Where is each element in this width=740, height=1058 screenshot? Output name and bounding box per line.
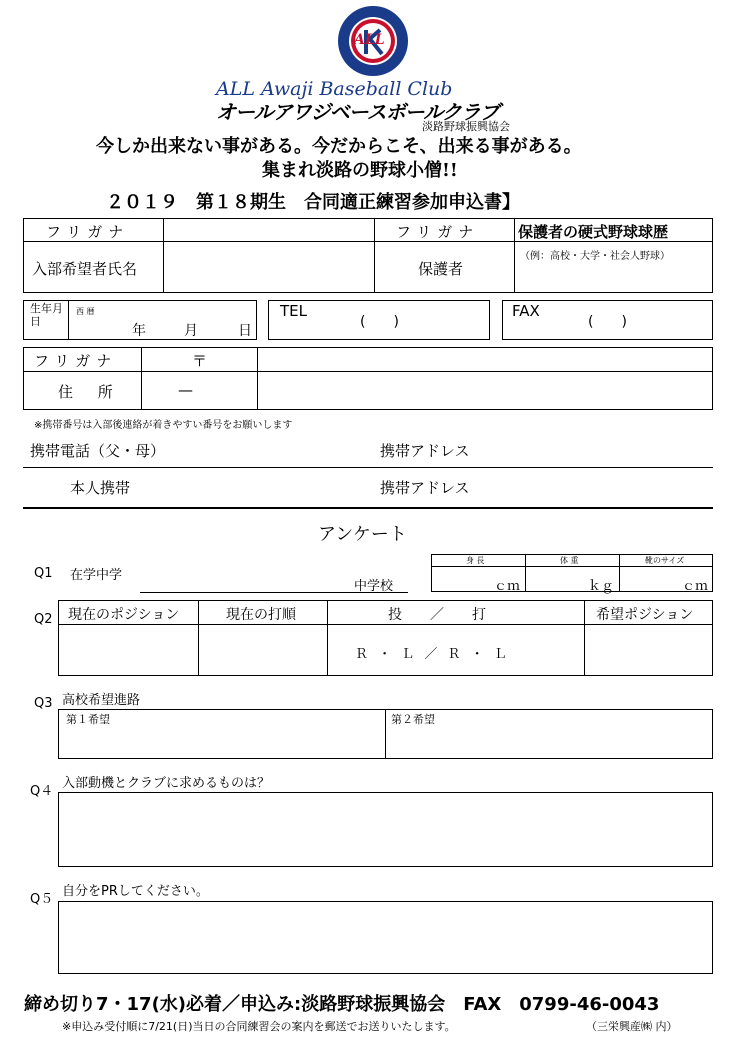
self-mail-field[interactable] bbox=[488, 473, 712, 497]
fax-paren: ( ) bbox=[588, 314, 627, 330]
q3-label: Q3 bbox=[34, 696, 53, 711]
form-title: ２０１９ 第１８期生 合同適正練習参加申込書】 bbox=[106, 192, 520, 213]
tel-label: TEL bbox=[280, 302, 307, 320]
tel-paren: ( ) bbox=[360, 314, 399, 330]
parent-phone-label: 携帯電話（父・母） bbox=[30, 442, 166, 460]
second-choice-field[interactable] bbox=[387, 726, 711, 757]
footer-note: ※申込み受付順に7/21(日)当日の合同練習会の案内を郵送でお送りいたします。 bbox=[62, 1020, 456, 1033]
guardian-label: 保護者 bbox=[418, 260, 464, 278]
motivation-field[interactable] bbox=[58, 792, 713, 867]
applicant-name-field[interactable] bbox=[165, 243, 373, 291]
survey-title: アンケート bbox=[318, 524, 407, 545]
batting-order-header: 現在の打順 bbox=[226, 607, 296, 623]
first-choice-label: 第１希望 bbox=[66, 713, 110, 726]
school-name-field[interactable] bbox=[140, 572, 350, 592]
year-label: 年 bbox=[132, 323, 146, 339]
postal-dash: — bbox=[178, 381, 193, 399]
fax-label: FAX bbox=[512, 302, 540, 320]
shoe-field[interactable] bbox=[621, 568, 679, 590]
self-pr-field[interactable] bbox=[58, 901, 713, 974]
era-label: 西 暦 bbox=[76, 307, 95, 316]
school-suffix: 中学校 bbox=[354, 579, 394, 594]
throw-bat-options[interactable]: Ｒ ・ Ｌ ／ Ｒ ・ Ｌ bbox=[355, 647, 510, 662]
batting-order-field[interactable] bbox=[200, 626, 326, 674]
q5-label: Q５ bbox=[30, 892, 54, 907]
birthdate-label bbox=[30, 302, 64, 328]
q4-text: 入部動機とクラブに求めるものは？ bbox=[62, 776, 271, 791]
applicant-furigana-field[interactable] bbox=[165, 220, 373, 240]
shoe-unit: ｃｍ bbox=[682, 579, 709, 594]
applicant-furigana-label: フリガナ bbox=[46, 223, 130, 241]
address-furigana-field[interactable] bbox=[259, 349, 711, 370]
birthdate-field[interactable] bbox=[70, 302, 255, 338]
self-phone-field[interactable] bbox=[150, 473, 370, 497]
weight-unit: ｋｇ bbox=[588, 579, 615, 594]
weight-field[interactable] bbox=[527, 568, 585, 590]
postal-code-field[interactable] bbox=[143, 349, 256, 370]
height-label: 身 長 bbox=[466, 556, 485, 565]
guardian-history-label: 保護者の硬式野球球歴 bbox=[518, 223, 669, 241]
parent-mail-field[interactable] bbox=[488, 436, 712, 460]
club-name-en: ALL Awaji Baseball Club bbox=[216, 78, 453, 100]
wish-position-header: 希望ポジション bbox=[596, 607, 694, 623]
address-furigana-label: フリガナ bbox=[34, 352, 118, 370]
parent-phone-field[interactable] bbox=[180, 436, 370, 460]
care-of: （三栄興産㈱ 内） bbox=[586, 1020, 678, 1033]
address-field[interactable] bbox=[259, 373, 711, 408]
parent-mail-label: 携帯アドレス bbox=[380, 442, 470, 460]
height-field[interactable] bbox=[433, 568, 491, 590]
throw-bat-header: 投 ／ 打 bbox=[388, 607, 486, 623]
birthdate-label-text: 生年月日 bbox=[30, 302, 63, 328]
mobile-note: ※携帯番号は入部後連絡が着きやすい番号をお願いします bbox=[34, 420, 293, 431]
emblem-letters: ALL bbox=[354, 32, 385, 48]
guardian-furigana-label: フリガナ bbox=[396, 223, 480, 241]
q5-text: 自分をPRしてください。 bbox=[62, 884, 209, 899]
q1-label: Q1 bbox=[34, 566, 53, 581]
club-emblem bbox=[336, 4, 410, 78]
deadline-text: 締め切り7・17(水)必着／申込み:淡路野球振興協会 FAX 0799-46-0043 bbox=[24, 994, 660, 1015]
slogan-line-1: 今しか出来ない事がある。今だからこそ、出来る事がある。 bbox=[96, 136, 582, 157]
month-label: 月 bbox=[184, 323, 198, 339]
position-header: 現在のポジション bbox=[68, 607, 180, 623]
q1-text: 在学中学 bbox=[70, 568, 123, 583]
self-mail-label: 携帯アドレス bbox=[380, 479, 470, 497]
height-unit: ｃｍ bbox=[494, 579, 521, 594]
association-name: 淡路野球振興協会 bbox=[422, 120, 510, 133]
second-choice-label: 第２希望 bbox=[391, 713, 435, 726]
slogan-line-2: 集まれ淡路の野球小僧!! bbox=[262, 160, 458, 181]
club-name-ja: オールアワジベースボールクラブ bbox=[216, 100, 499, 124]
wish-position-field[interactable] bbox=[586, 626, 711, 674]
q4-label: Q４ bbox=[30, 784, 54, 799]
day-label: 日 bbox=[238, 323, 252, 339]
postal-mark: 〒 bbox=[192, 352, 208, 370]
address-label: 住 所 bbox=[58, 383, 123, 401]
q2-label: Q2 bbox=[34, 612, 53, 627]
self-phone-label: 本人携帯 bbox=[70, 479, 131, 497]
history-example: （例：高校・大学・社会人野球） bbox=[520, 251, 670, 262]
current-position-field[interactable] bbox=[60, 626, 197, 674]
first-choice-field[interactable] bbox=[60, 726, 383, 757]
guardian-history-field[interactable] bbox=[516, 262, 711, 291]
q3-text: 高校希望進路 bbox=[62, 693, 141, 708]
applicant-name-label: 入部希望者氏名 bbox=[32, 260, 138, 278]
shoe-label: 靴のサイズ bbox=[645, 556, 685, 565]
weight-label: 体 重 bbox=[560, 556, 579, 565]
